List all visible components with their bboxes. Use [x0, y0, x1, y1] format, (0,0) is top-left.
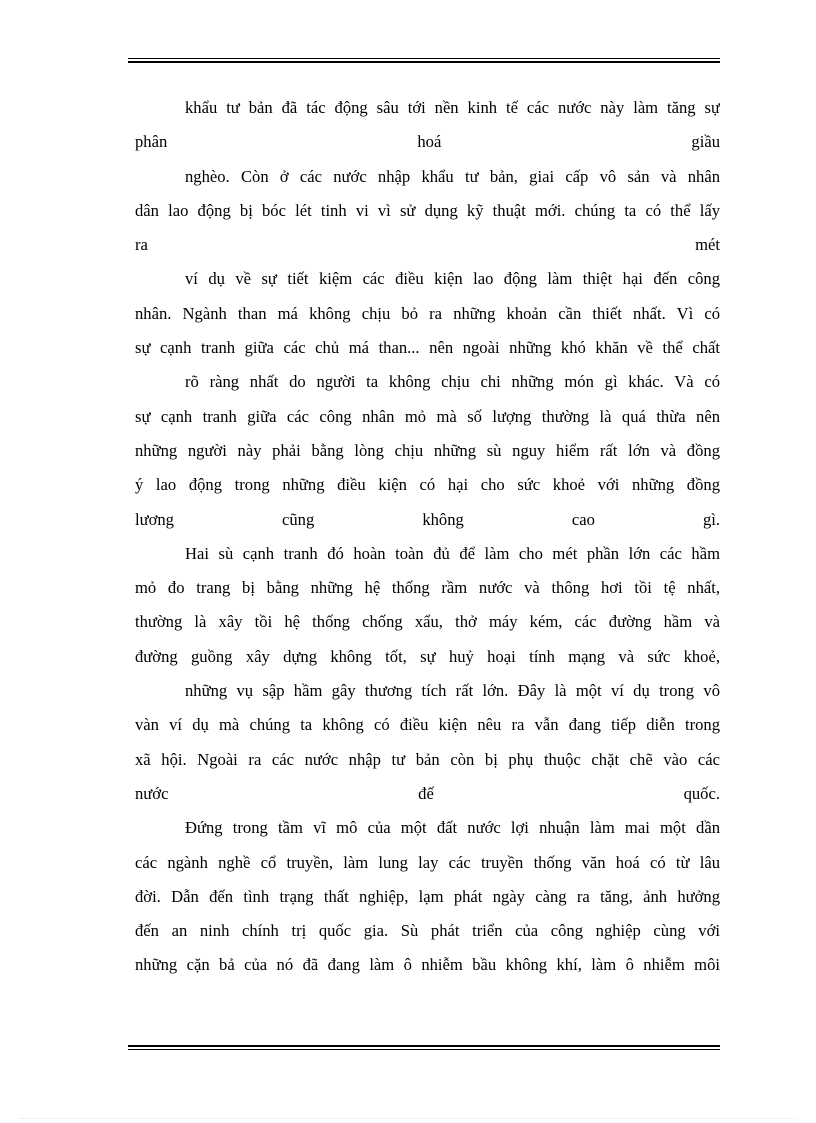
text-line: đường guồng xây dựng không tốt, sự huỷ hoại tính mạng và sức khoẻ,: [135, 646, 720, 666]
text-line: lương cũng không cao gì.: [135, 509, 720, 529]
text-line: những vụ sập hầm gây thương tích rất lớn. Đây là một ví dụ trong vô: [185, 681, 720, 701]
text-line: đời. Dẫn đến tình trạng thất nghiệp, lạm phát ngày càng ra tăng, ảnh hưởng: [135, 886, 720, 906]
text-line: ví dụ về sự tiết kiệm các điều kiện lao động làm thiệt hại đến công: [185, 269, 720, 289]
text-line: những người này phải bằng lòng chịu những sù nguy hiểm rất lớn và đồng: [135, 440, 720, 460]
header-rule-thick: [128, 61, 720, 63]
footer-rule-thick: [128, 1045, 720, 1047]
text-line: phân hoá giầu: [135, 132, 720, 152]
text-line: đến an ninh chính trị quốc gia. Sù phát triển của công nghiệp cùng với: [135, 921, 720, 941]
text-line: ra mét: [135, 235, 720, 255]
text-line: Hai sù cạnh tranh đó hoàn toàn đủ để làm cho mét phần lớn các hầm: [185, 543, 720, 563]
text-line: nước đế quốc.: [135, 783, 720, 803]
text-line: mỏ đo trang bị bằng những hệ thống rầm nước và thông hơi tồi tệ nhất,: [135, 578, 720, 598]
text-line: thường là xây tồi hệ thống chống xẩu, thở máy kém, các đường hầm và: [135, 612, 720, 632]
page-edge-dotted-line: [20, 1118, 796, 1119]
text-line: nghèo. Còn ở các nước nhập khẩu tư bản, giai cấp vô sản và nhân: [185, 166, 720, 186]
text-line: sự cạnh tranh giữa các chủ má than... nên ngoài những khó khăn về thể chất: [135, 338, 720, 358]
text-line: Đứng trong tầm vĩ mô của một đất nước lợi nhuận làm mai một dần: [185, 818, 720, 838]
text-line: nhân. Ngành than má không chịu bỏ ra những khoản cần thiết nhất. Vì có: [135, 303, 720, 323]
text-line: vàn ví dụ mà chúng ta không có điều kiện nêu ra vẫn đang tiếp diễn trong: [135, 715, 720, 735]
text-line: sự cạnh tranh giữa các công nhân mỏ mà số lượng thường là quá thừa nên: [135, 406, 720, 426]
footer-rule-thin: [128, 1049, 720, 1050]
header-rule-thin: [128, 58, 720, 59]
text-line: ý lao động trong những điều kiện có hại cho sức khoẻ với những đồng: [135, 475, 720, 495]
document-body: [135, 91, 720, 983]
text-line: xã hội. Ngoài ra các nước nhập tư bản còn bị phụ thuộc chặt chẽ vào các: [135, 749, 720, 769]
text-line: dân lao động bị bóc lét tinh vi vì sử dụng kỹ thuật mới. chúng ta có thể lấy: [135, 200, 720, 220]
text-line: khẩu tư bản đã tác động sâu tới nền kinh tế các nước này làm tăng sự: [185, 98, 720, 117]
text-line: những cặn bả của nó đã đang làm ô nhiễm bầu không khí, làm ô nhiễm môi: [135, 955, 720, 975]
text-line: rõ ràng nhất do người ta không chịu chi những món gì khác. Và có: [185, 372, 720, 392]
text-line: các ngành nghề cổ truyền, làm lung lay các truyền thống văn hoá có từ lâu: [135, 852, 720, 872]
